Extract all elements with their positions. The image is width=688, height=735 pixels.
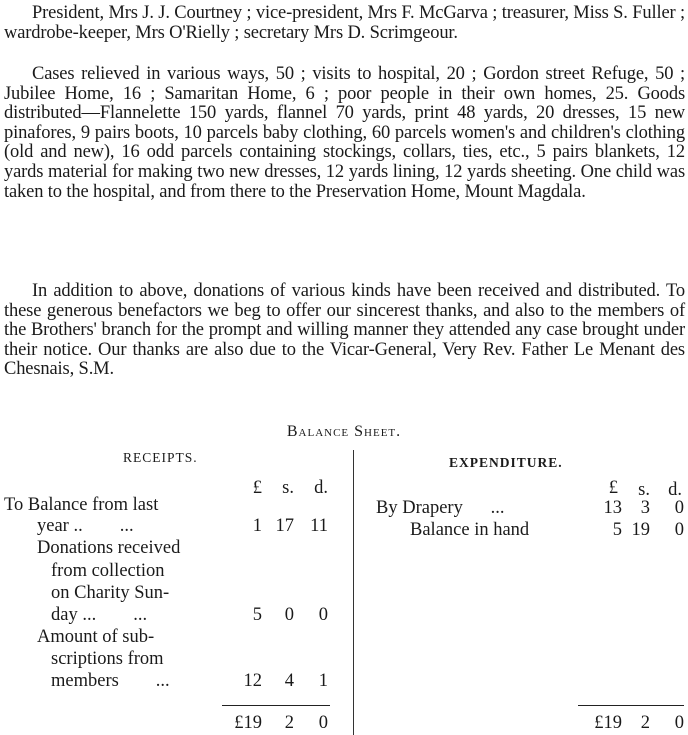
- receipt-1-shillings: 17: [275, 516, 294, 536]
- expenditure-2-shillings: 19: [631, 520, 650, 540]
- expenditure-1-shillings: 3: [640, 498, 650, 518]
- receipt-3-line-1: Amount of sub-: [37, 627, 155, 647]
- receipt-2-pence: 0: [318, 605, 328, 625]
- expenditure-total-pence: 0: [674, 713, 684, 733]
- receipt-3-pounds: 12: [243, 671, 262, 691]
- receipt-2-pounds: 5: [252, 605, 262, 625]
- receipt-2-line-2: from collection: [51, 561, 165, 581]
- receipts-total-shillings: 2: [284, 713, 294, 733]
- receipts-pence-header: d.: [314, 478, 328, 498]
- receipt-3-line-2: scriptions from: [51, 649, 164, 669]
- receipts-total-rule: [222, 705, 330, 706]
- expenditure-total-pounds: £19: [594, 713, 622, 733]
- expenditure-total-shillings: 2: [640, 713, 650, 733]
- receipt-3-shillings: 4: [284, 671, 294, 691]
- expenditure-2-pence: 0: [674, 520, 684, 540]
- expenditure-shillings-header: s.: [638, 480, 650, 500]
- expenditure-1-pounds: 13: [603, 498, 622, 518]
- expenditure-1-label: By Drapery ...: [376, 498, 505, 518]
- receipts-pounds-header: £: [252, 478, 262, 498]
- receipt-2-line-3: on Charity Sun-: [51, 583, 170, 603]
- expenditure-pence-header: d.: [668, 480, 682, 500]
- expenditure-total-rule: [578, 705, 684, 706]
- receipts-heading: RECEIPTS.: [123, 450, 198, 465]
- expenditure-1-pence: 0: [674, 498, 684, 518]
- expenditure-2-pounds: 5: [612, 520, 622, 540]
- column-divider: [353, 450, 354, 735]
- relief-paragraph: Cases relieved in various ways, 50 ; visits to hospital, 20 ; Gordon street Refuge, 50 ; Jubilee Home, 16 ; Samaritan Home, 6 ; poor people in their own homes, 25. Goods distributed—Flannelette 150 yards, flannel 70 yards, print 48 yards, 20 dresses, 15 new pinafores, 9 pairs boots, 10 parcels baby clothing, 60 parcels women's and children's clothing (old and new), 16 odd parcels containing stockings, collars, ties, etc., 5 pairs blankets, 12 yards material for making two new dresses, 12 yards lining, 12 yards sheeting. One child was taken to the hospital, and from there to the Preservation Home, Mount Magdala.: [4, 64, 685, 202]
- receipt-1-pounds: 1: [252, 516, 262, 536]
- expenditure-heading: EXPENDITURE.: [449, 455, 563, 470]
- expenditure-2-label: Balance in hand: [410, 520, 530, 540]
- receipt-3-pence: 1: [318, 671, 328, 691]
- officers-paragraph: President, Mrs J. J. Courtney ; vice-president, Mrs F. McGarva ; treasurer, Miss S. Fuller ; wardrobe-keeper, Mrs O'Rielly ; secretary Mrs D. Scrimgeour.: [4, 3, 685, 43]
- balance-sheet-title: Balance Sheet.: [286, 423, 402, 440]
- receipt-1-pence: 11: [310, 516, 328, 536]
- receipts-total-pounds: £19: [234, 713, 262, 733]
- receipts-shillings-header: s.: [282, 478, 294, 498]
- receipt-2-line-1: Donations received: [37, 538, 181, 558]
- receipt-1-line-2: year .. ...: [37, 516, 134, 536]
- receipts-total-pence: 0: [318, 713, 328, 733]
- receipt-1-line-1: To Balance from last: [4, 495, 159, 515]
- expenditure-pounds-header: £: [608, 478, 618, 498]
- receipt-2-line-4: day ... ...: [51, 605, 148, 625]
- receipt-2-shillings: 0: [284, 605, 294, 625]
- receipt-3-line-3: members ...: [51, 671, 170, 691]
- thanks-paragraph: In addition to above, donations of various kinds have been received and distributed. To these generous benefactors we beg to offer our sincerest thanks, and also to the members of the Brothers' branch for the prompt and willing manner they attended any case brought under their notice. Our thanks are also due to the Vicar-General, Very Rev. Father Le Menant des Chesnais, S.M.: [4, 281, 685, 380]
